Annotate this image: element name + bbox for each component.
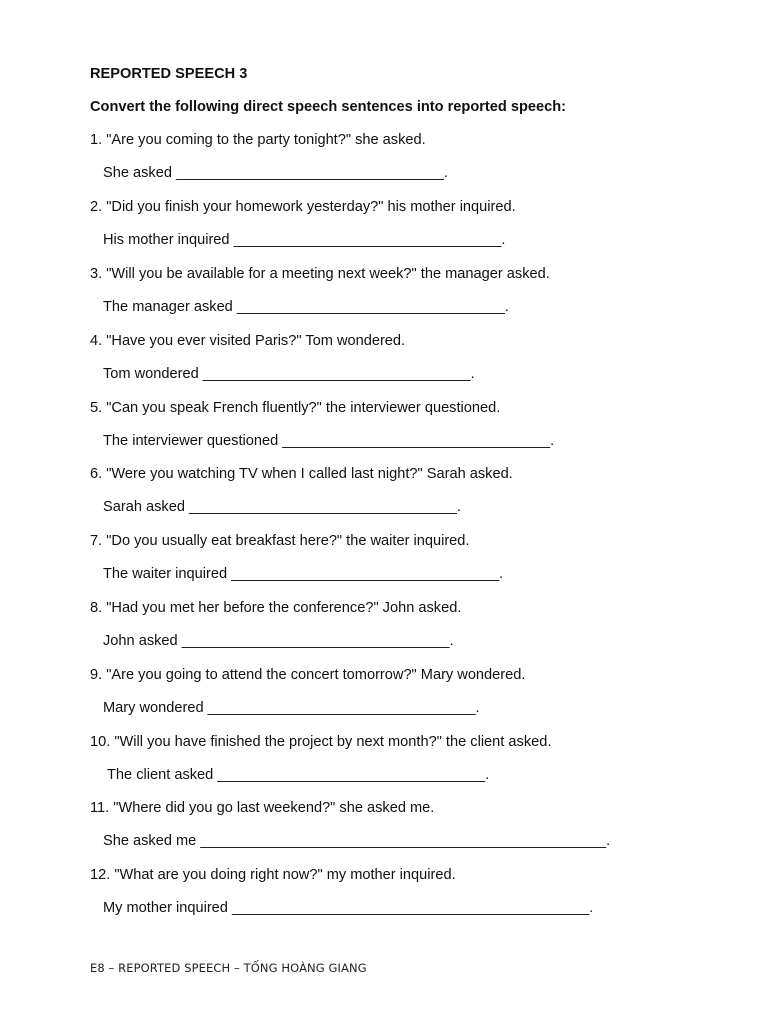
- direct-speech-sentence: 5. "Can you speak French fluently?" the interviewer questioned.: [90, 400, 501, 416]
- worksheet-title: REPORTED SPEECH 3: [90, 66, 248, 82]
- reported-speech-blank: My mother inquired ____________________________________________.: [103, 900, 594, 916]
- direct-speech-sentence: 4. "Have you ever visited Paris?" Tom wondered.: [90, 333, 406, 349]
- reported-speech-blank: The manager asked _________________________________.: [103, 299, 509, 315]
- direct-speech-sentence: 9. "Are you going to attend the concert tomorrow?" Mary wondered.: [90, 667, 526, 683]
- reported-speech-blank: His mother inquired _________________________________.: [103, 232, 506, 248]
- reported-speech-blank: The interviewer questioned _________________________________.: [103, 433, 555, 449]
- reported-speech-blank: Tom wondered _________________________________.: [103, 366, 475, 382]
- direct-speech-sentence: 6. "Were you watching TV when I called last night?" Sarah asked.: [90, 466, 513, 482]
- direct-speech-sentence: 3. "Will you be available for a meeting next week?" the manager asked.: [90, 266, 550, 282]
- reported-speech-blank: The client asked _________________________________.: [107, 767, 490, 783]
- reported-speech-blank: John asked _________________________________.: [103, 633, 454, 649]
- direct-speech-sentence: 11. "Where did you go last weekend?" she asked me.: [90, 800, 435, 816]
- reported-speech-blank: The waiter inquired _________________________________.: [103, 566, 504, 582]
- reported-speech-blank: Sarah asked _________________________________.: [103, 499, 461, 515]
- reported-speech-blank: She asked _________________________________.: [103, 165, 448, 181]
- reported-speech-blank: She asked me __________________________________________________.: [103, 833, 611, 849]
- direct-speech-sentence: 7. "Do you usually eat breakfast here?" the waiter inquired.: [90, 533, 470, 549]
- instruction-text: Convert the following direct speech sentences into reported speech:: [90, 99, 567, 115]
- direct-speech-sentence: 8. "Had you met her before the conference?" John asked.: [90, 600, 462, 616]
- page-footer: E8 – REPORTED SPEECH – TỐNG HOÀNG GIANG: [90, 961, 367, 975]
- direct-speech-sentence: 12. "What are you doing right now?" my mother inquired.: [90, 867, 456, 883]
- direct-speech-sentence: 10. "Will you have finished the project by next month?" the client asked.: [90, 734, 552, 750]
- direct-speech-sentence: 1. "Are you coming to the party tonight?" she asked.: [90, 132, 426, 148]
- direct-speech-sentence: 2. "Did you finish your homework yesterday?" his mother inquired.: [90, 199, 516, 215]
- reported-speech-blank: Mary wondered _________________________________.: [103, 700, 480, 716]
